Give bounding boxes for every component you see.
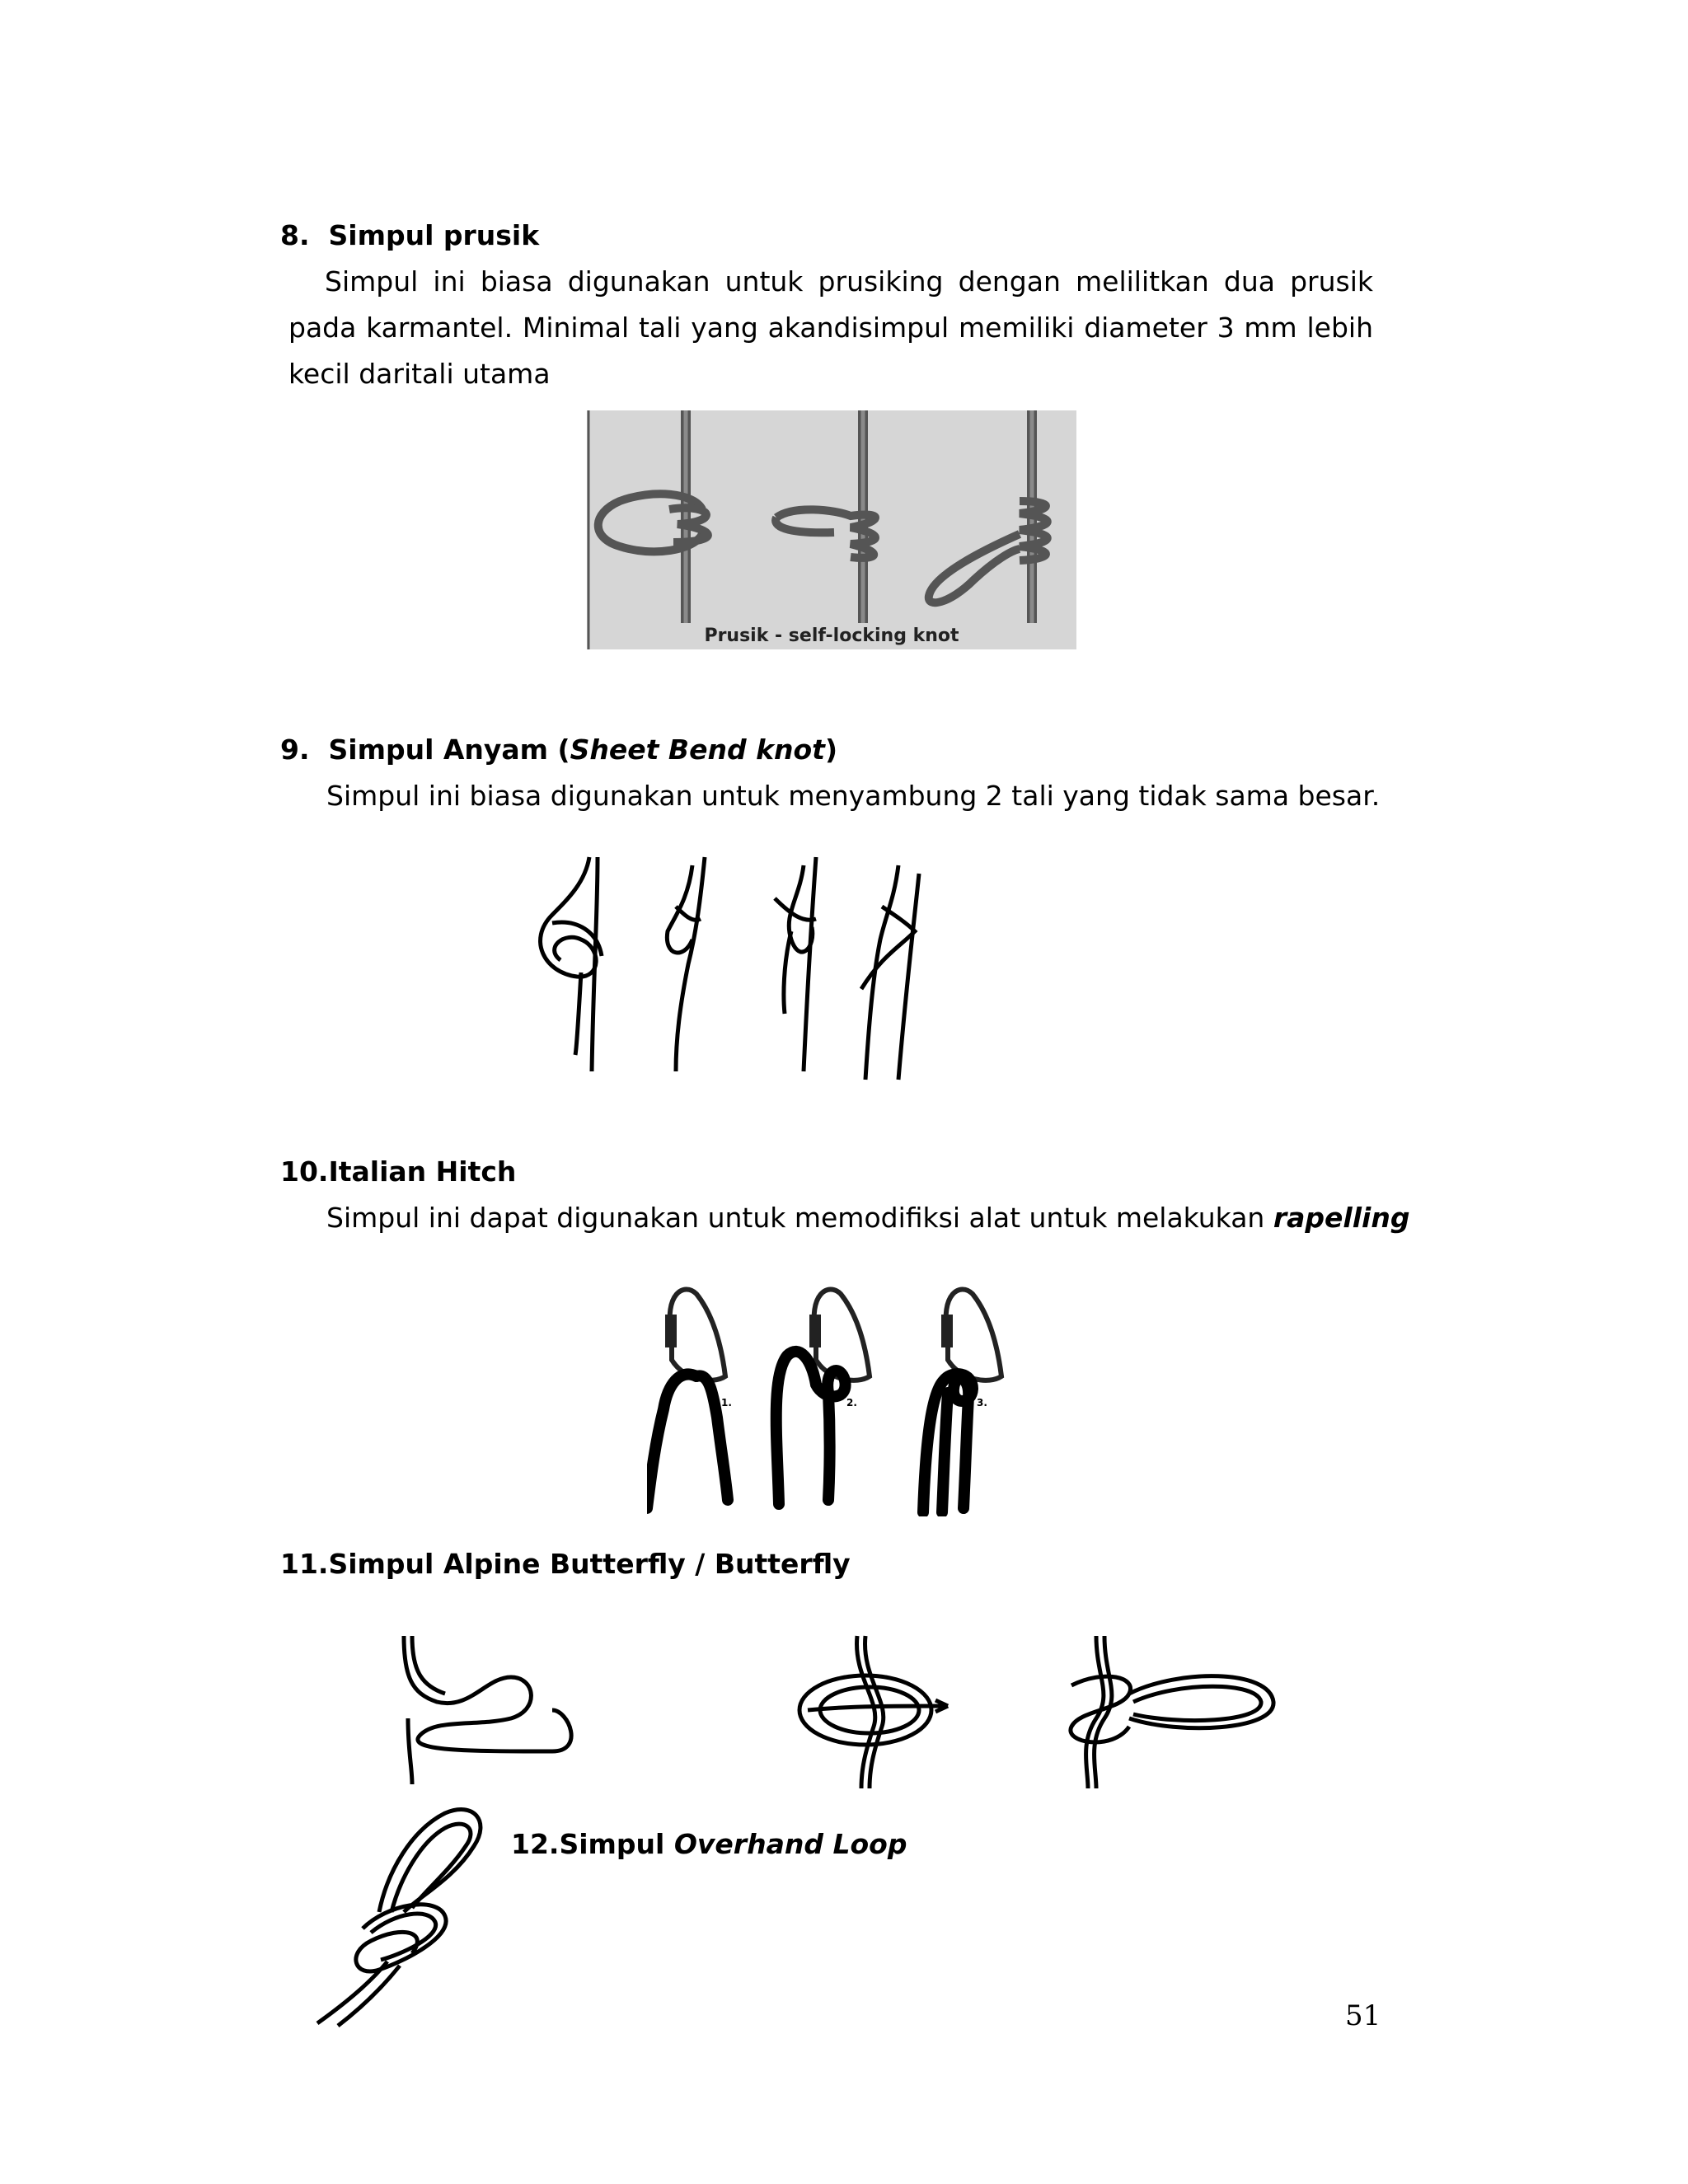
section-9-body: Simpul ini biasa digunakan untuk menyambung 2 tali yang tidak sama besar. [326, 780, 1381, 812]
section-number: 8. [280, 219, 310, 251]
butterfly-figure [387, 1628, 1294, 1793]
section-number: 12. [511, 1828, 560, 1860]
section-10-heading [280, 1155, 516, 1188]
section-number: 11. [280, 1548, 329, 1580]
overhand-loop-figure [313, 1797, 495, 2027]
step-label: 3. [977, 1397, 987, 1408]
section-10-body: Simpul ini dapat digunakan untuk memodifiksi alat untuk melakukan rapelling [326, 1202, 1410, 1234]
step-label: 2. [846, 1397, 857, 1408]
section-9-heading: 9. Simpul Anyam (Sheet Bend knot) [280, 733, 838, 766]
rapelling-emphasis: rapelling [1273, 1202, 1410, 1234]
section-12-heading: 12.Simpul Overhand Loop [511, 1828, 907, 1860]
figure-caption: Prusik - self-locking knot [704, 626, 959, 646]
section-8-body: Simpul ini biasa digunakan untuk prusiking dengan melilitkan dua prusik pada karmantel. Minimal tali yang akandisimpul memiliki diameter 3 mm lebih kecil daritali utama [288, 265, 1373, 390]
section-number: 9. [280, 733, 310, 766]
italian-hitch-figure [647, 1277, 1026, 1516]
step-label: 1. [721, 1397, 732, 1408]
section-8-heading [280, 219, 539, 252]
section-title: Simpul prusik [328, 219, 540, 251]
section-title: Simpul Alpine Butterfly / Butterfly [328, 1548, 851, 1580]
prusik-figure [587, 410, 1076, 649]
page-number: 51 [1345, 1999, 1381, 2032]
section-11-heading [280, 1548, 851, 1581]
section-title: Italian Hitch [328, 1155, 517, 1188]
sheet-bend-figure [519, 849, 981, 1088]
section-number: 10. [280, 1155, 329, 1188]
